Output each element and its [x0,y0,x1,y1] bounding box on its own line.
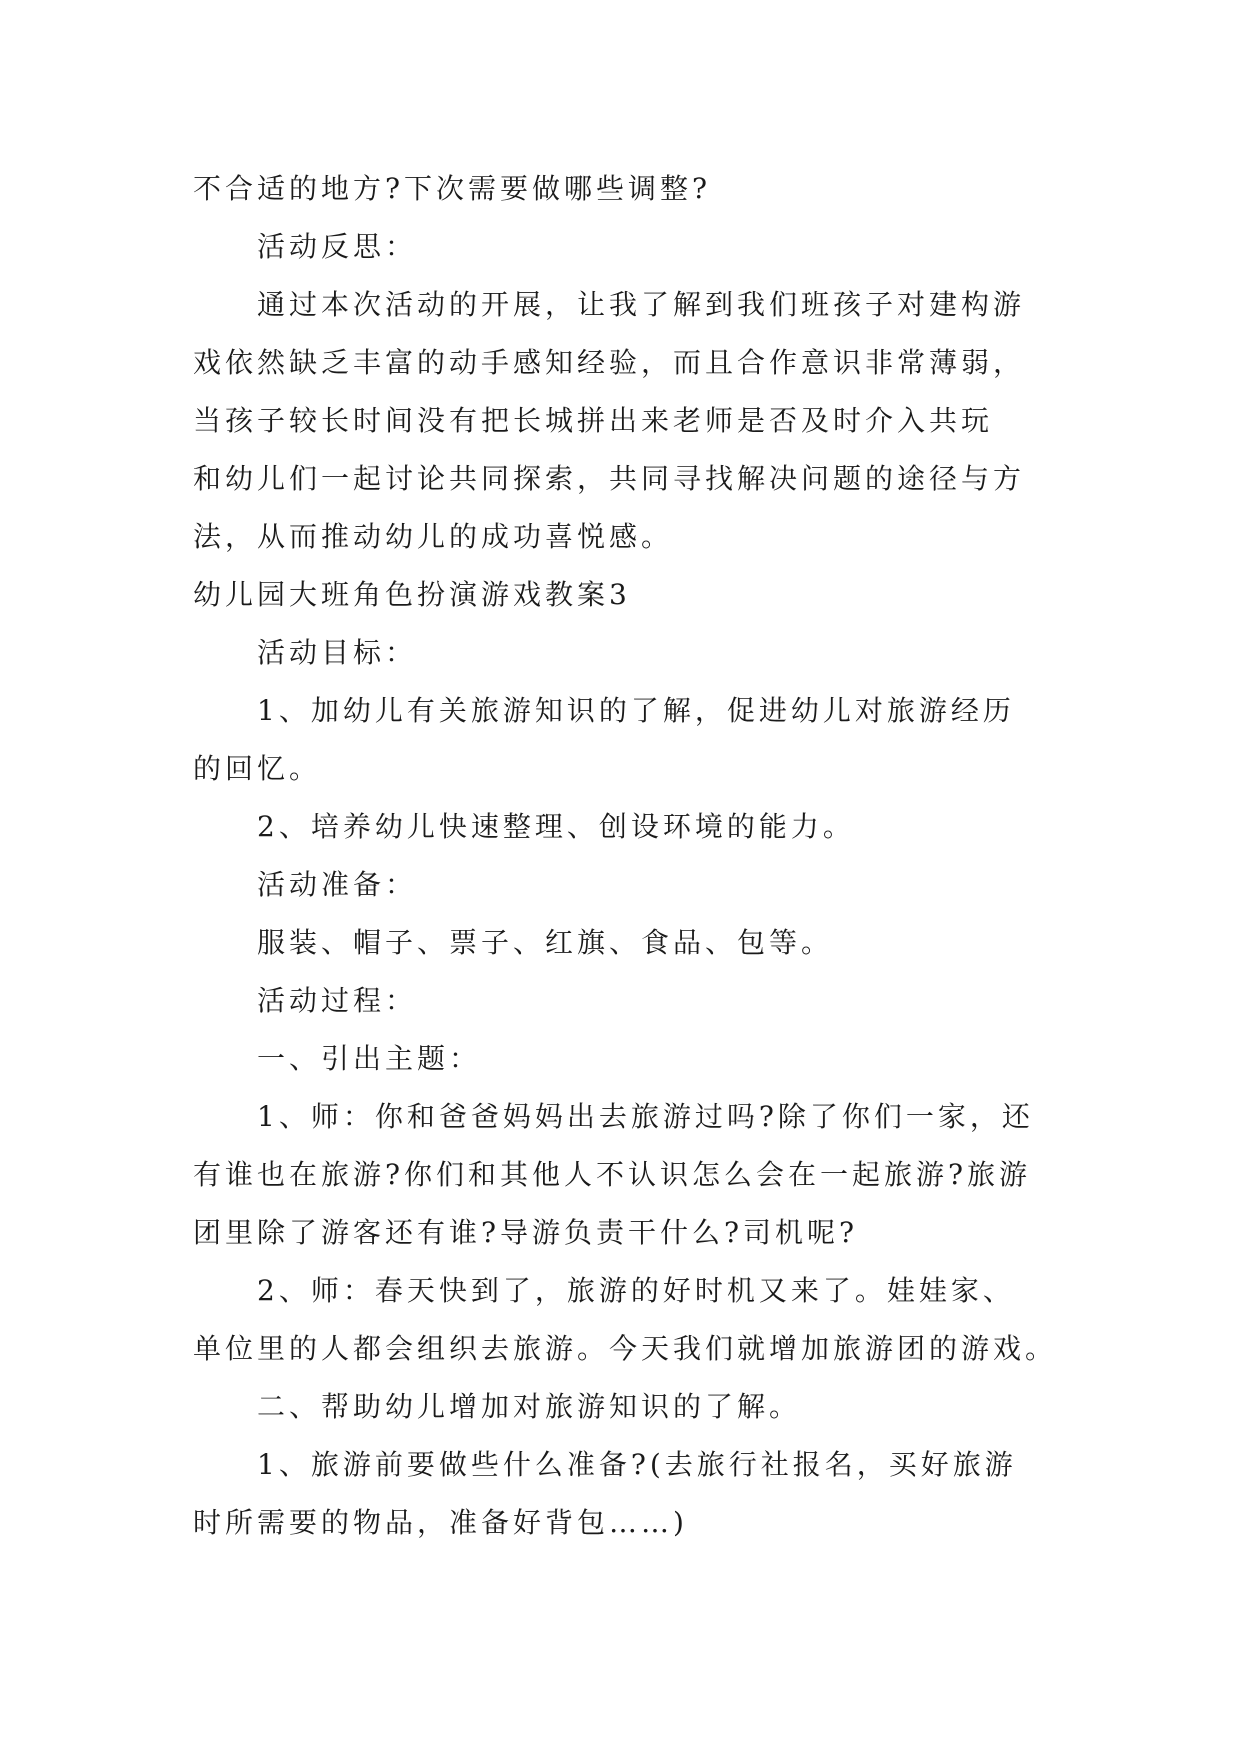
text-line: 二、帮助幼儿增加对旅游知识的了解。 [257,1390,802,1423]
text-line: 服装、帽子、票子、红旗、食品、包等。 [257,926,834,959]
document-body [193,160,1057,1552]
text-line: 活动准备： [257,868,418,901]
text-line: 当孩子较长时间没有把长城拼出来老师是否及时介入共玩 [193,404,994,437]
text-line: 法，从而推动幼儿的成功喜悦感。 [193,520,674,553]
text-line: 1、加幼儿有关旅游知识的了解，促进幼儿对旅游经历 [257,694,1015,727]
text-line: 幼儿园大班角色扮演游戏教案3 [193,578,631,611]
text-line: 活动目标： [257,636,418,669]
text-line: 有谁也在旅游?你们和其他人不认识怎么会在一起旅游?旅游 [193,1158,1032,1191]
text-line: 通过本次活动的开展，让我了解到我们班孩子对建构游 [257,288,1026,321]
text-line: 1、师：你和爸爸妈妈出去旅游过吗?除了你们一家，还 [257,1100,1034,1133]
text-line: 时所需要的物品，准备好背包……) [193,1506,688,1539]
text-line: 和幼儿们一起讨论共同探索，共同寻找解决问题的途径与方 [193,462,1026,495]
text-line: 戏依然缺乏丰富的动手感知经验，而且合作意识非常薄弱， [193,346,1026,379]
text-line: 活动反思： [257,230,418,263]
text-line: 的回忆。 [193,752,322,785]
text-line: 团里除了游客还有谁?导游负责干什么?司机呢? [193,1216,859,1249]
text-line: 一、引出主题： [257,1042,482,1075]
text-line: 活动过程： [257,984,418,1017]
text-line: 单位里的人都会组织去旅游。今天我们就增加旅游团的游戏。 [193,1332,1058,1365]
text-line: 不合适的地方?下次需要做哪些调整? [193,172,712,205]
text-line: 2、师：春天快到了，旅游的好时机又来了。娃娃家、 [257,1274,1015,1307]
text-line: 1、旅游前要做些什么准备?(去旅行社报名，买好旅游 [257,1448,1017,1481]
text-line: 2、培养幼儿快速整理、创设环境的能力。 [257,810,855,843]
